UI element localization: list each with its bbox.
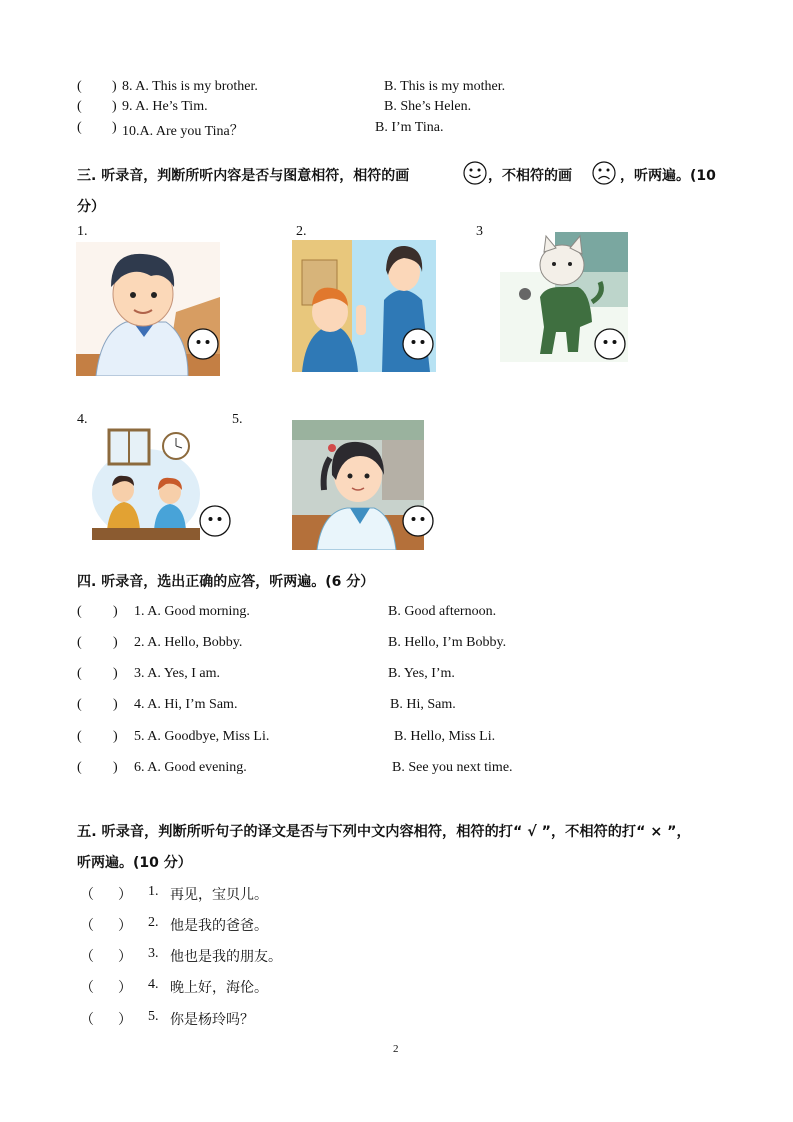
option-b: B. Yes, I’m.	[388, 666, 455, 681]
answer-paren-close: )	[112, 120, 117, 135]
option-b: B. Good afternoon.	[388, 604, 497, 619]
answer-paren-open: (	[77, 760, 82, 775]
answer-paren-close: )	[113, 760, 118, 775]
answer-paren-close: )	[113, 729, 118, 744]
answer-paren-close: )	[112, 79, 117, 94]
answer-paren-open: （	[80, 887, 94, 903]
chinese-sentence: 他是我的爸爸。	[170, 918, 268, 934]
section5-heading-line2: 听两遍。(10 分）	[77, 855, 192, 871]
picture-label-2: 2.	[296, 224, 307, 239]
option-b: B. Hi, Sam.	[390, 697, 456, 712]
answer-paren-open: （	[80, 949, 94, 965]
item-number: 3.	[148, 946, 159, 961]
answer-paren-open: (	[77, 635, 82, 650]
option-b: B. Hello, I’m Bobby.	[388, 635, 507, 650]
section3-heading-line2: 分）	[77, 199, 105, 215]
option-a: 5. A. Goodbye, Miss Li.	[134, 729, 270, 744]
chinese-sentence: 晚上好，海伦。	[170, 980, 268, 996]
picture-children-classroom	[92, 424, 200, 540]
option-b: B. She’s Helen.	[384, 99, 472, 114]
option-b: B. See you next time.	[392, 760, 513, 775]
section3-heading-part3: ，听两遍。(10	[620, 168, 716, 184]
option-a: 1. A. Good morning.	[134, 604, 250, 619]
option-a: 4. A. Hi, I’m Sam.	[134, 697, 238, 712]
answer-paren-open: (	[77, 120, 82, 135]
blank-face-icon	[187, 328, 219, 360]
option-a: 10.A. Are you Tina？	[122, 124, 244, 139]
section3-heading-part1: 三. 听录音，判断所听内容是否与图意相符，相符的画	[77, 168, 410, 184]
option-b: B. Hello, Miss Li.	[394, 729, 496, 744]
answer-paren-open: （	[80, 980, 94, 996]
answer-paren-close: )	[113, 666, 118, 681]
answer-paren-open: (	[77, 697, 82, 712]
option-b: B. This is my mother.	[384, 79, 506, 94]
chinese-sentence: 他也是我的朋友。	[170, 949, 282, 965]
smiley-face-icon	[462, 160, 488, 186]
option-a: 8. A. This is my brother.	[122, 79, 258, 94]
answer-paren-close: )	[112, 99, 117, 114]
chinese-sentence: 再见，宝贝儿。	[170, 887, 268, 903]
answer-paren-open: (	[77, 99, 82, 114]
blank-face-icon	[199, 505, 231, 537]
chinese-sentence: 你是杨玲吗？	[170, 1012, 254, 1028]
answer-paren-open: (	[77, 79, 82, 94]
blank-face-icon	[402, 505, 434, 537]
answer-paren-close: )	[113, 635, 118, 650]
option-b: B. I’m Tina.	[375, 120, 444, 135]
option-a: 9. A. He’s Tim.	[122, 99, 208, 114]
option-a: 3. A. Yes, I am.	[134, 666, 220, 681]
answer-paren-close: ）	[118, 949, 132, 965]
picture-label-5: 5.	[232, 412, 243, 427]
section4-heading: 四. 听录音，选出正确的应答，听两遍。(6 分）	[77, 574, 375, 590]
answer-paren-close: ）	[118, 887, 132, 903]
picture-label-3: 3	[476, 224, 483, 239]
answer-paren-close: ）	[118, 980, 132, 996]
answer-paren-open: (	[77, 604, 82, 619]
item-number: 4.	[148, 977, 159, 992]
item-number: 2.	[148, 915, 159, 930]
item-number: 5.	[148, 1009, 159, 1024]
option-a: 2. A. Hello, Bobby.	[134, 635, 243, 650]
section3-heading-part2: ，不相符的画	[488, 168, 572, 184]
section5-heading-line1: 五. 听录音，判断所听句子的译文是否与下列中文内容相符，相符的打“ √ ”，不相符的打“ × ”，	[77, 824, 691, 840]
answer-paren-close: )	[113, 697, 118, 712]
option-a: 6. A. Good evening.	[134, 760, 247, 775]
blank-face-icon	[594, 328, 626, 360]
blank-face-icon	[402, 328, 434, 360]
page-number: 2	[393, 1043, 399, 1055]
picture-label-4: 4.	[77, 412, 88, 427]
answer-paren-close: ）	[118, 1012, 132, 1028]
picture-label-1: 1.	[77, 224, 88, 239]
item-number: 1.	[148, 884, 159, 899]
answer-paren-close: ）	[118, 918, 132, 934]
answer-paren-close: )	[113, 604, 118, 619]
answer-paren-open: （	[80, 1012, 94, 1028]
answer-paren-open: (	[77, 729, 82, 744]
sad-face-icon	[591, 160, 617, 186]
answer-paren-open: (	[77, 666, 82, 681]
answer-paren-open: （	[80, 918, 94, 934]
